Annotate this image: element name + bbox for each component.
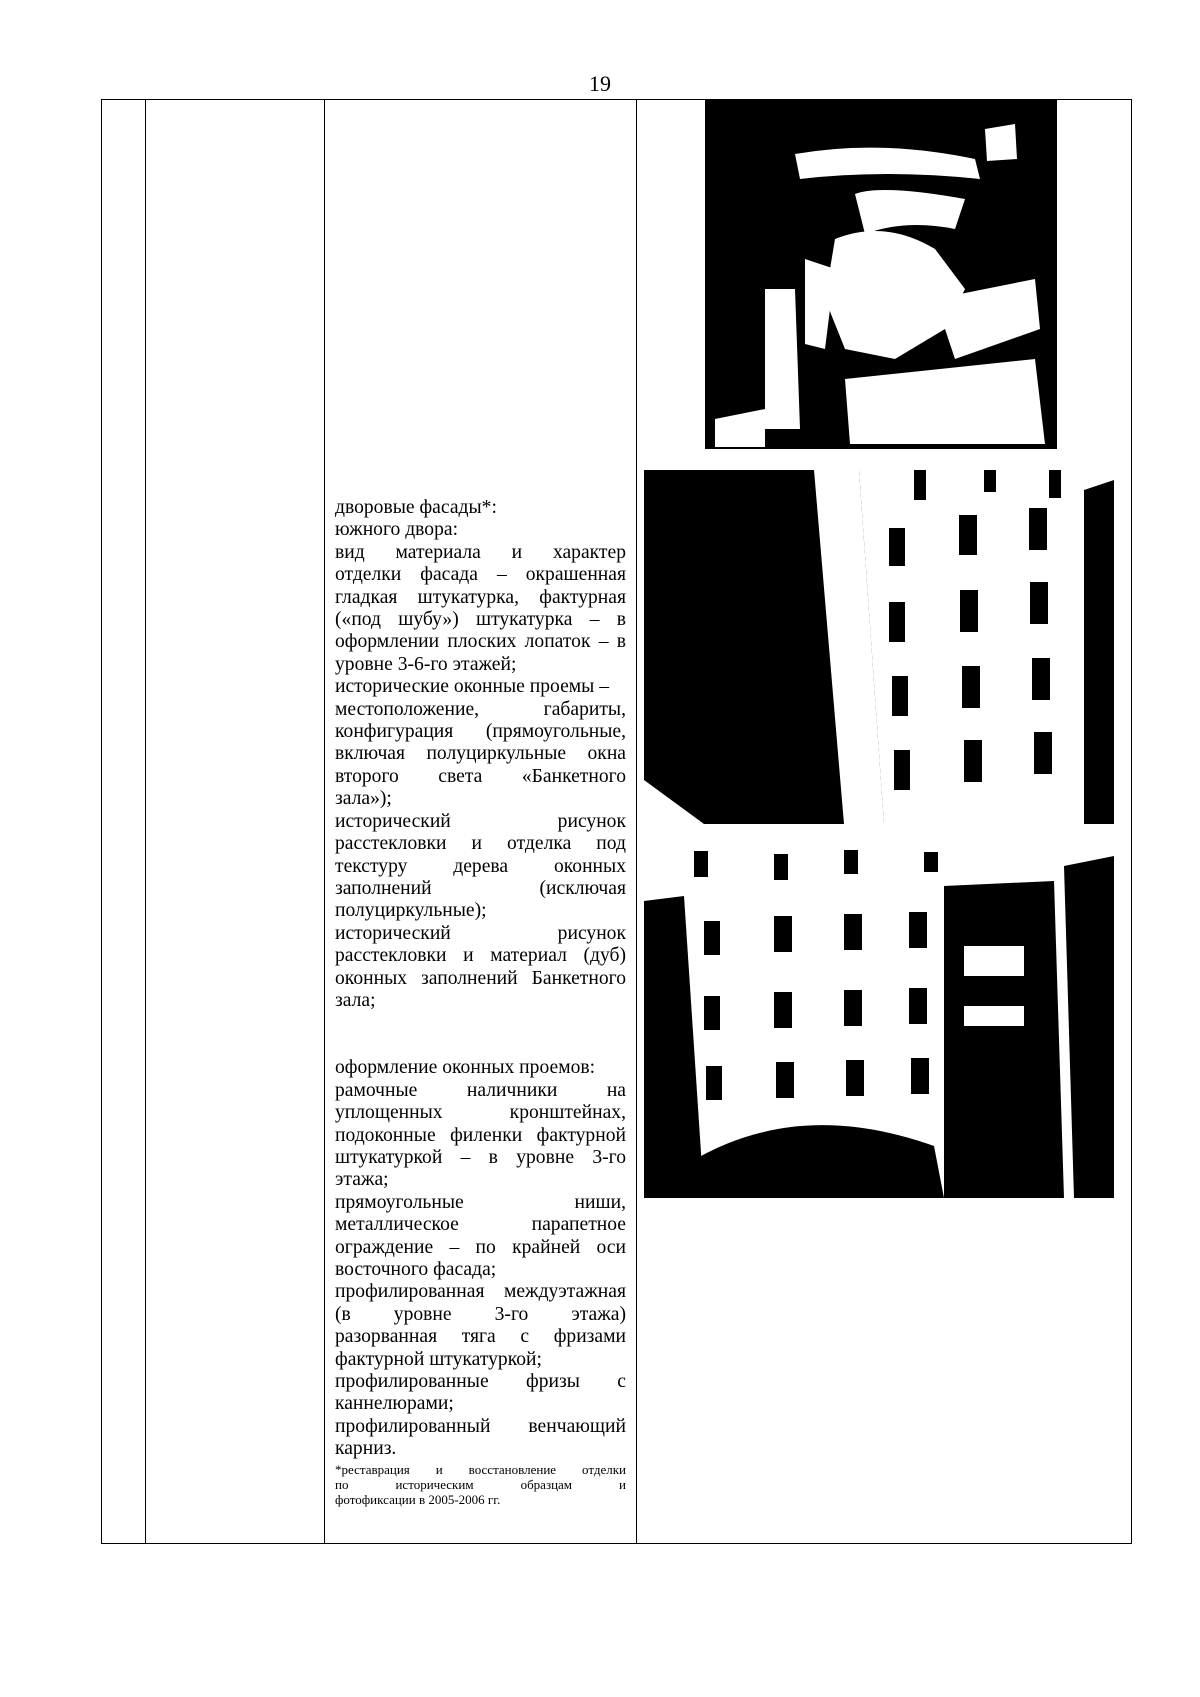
description-line: профилированная междуэтажная	[335, 1281, 626, 1303]
description-line: южного двора:	[335, 519, 459, 541]
description-line: конфигурация (прямоугольные,	[335, 721, 626, 743]
description-line: исторический рисунок	[335, 922, 626, 944]
description-line: профилированные фризы с	[335, 1371, 626, 1393]
description-line: (в уровне 3-го этажа)	[335, 1303, 626, 1325]
sculpture-detail-photo	[705, 99, 1057, 449]
description-line: местоположение, габариты,	[335, 698, 626, 720]
description-line: («под шубу») штукатурка – в	[335, 609, 626, 631]
description-line: уплощенных кронштейнах,	[335, 1102, 626, 1124]
column-divider-3	[636, 100, 637, 1543]
description-line: подоконные филенки фактурной	[335, 1124, 626, 1146]
description-line: уровне 3-6-го этажей;	[335, 653, 517, 675]
footnote-line: фотофиксации в 2005-2006 гг.	[335, 1491, 501, 1507]
description-line: вид материала и характер	[335, 541, 626, 563]
description-line: ограждение – по крайней оси	[335, 1236, 626, 1258]
description-line: исторические оконные проемы –	[335, 676, 610, 698]
description-line: полуциркульные);	[335, 900, 487, 922]
description-line: отделки фасада – окрашенная	[335, 564, 626, 586]
footnote	[335, 1462, 626, 1507]
description-line: разорванная тяга с фризами	[335, 1326, 626, 1348]
description-block-2	[335, 1057, 626, 1460]
description-block-1	[335, 497, 626, 1012]
description-line: второго света «Банкетного	[335, 765, 626, 787]
description-line: зала»);	[335, 788, 392, 810]
description-line: металлическое парапетное	[335, 1214, 626, 1236]
footnote-line: *реставрация и восстановление отделки	[335, 1461, 626, 1477]
description-line: рамочные наличники на	[335, 1079, 626, 1101]
description-cell	[335, 497, 626, 1507]
description-line: включая полуциркульные окна	[335, 743, 626, 765]
description-line: профилированный венчающий	[335, 1415, 626, 1437]
description-line: оформлении плоских лопаток – в	[335, 631, 626, 653]
courtyard-facade-photo-1	[644, 470, 1114, 824]
description-line: заполнений (исключая	[335, 877, 626, 899]
description-line: каннелюрами;	[335, 1393, 454, 1415]
description-line: штукатуркой – в уровне 3-го	[335, 1146, 626, 1168]
footnote-line: по историческим образцам и	[335, 1476, 626, 1492]
description-line: зала;	[335, 989, 376, 1011]
description-line: расстекловки и отделка под	[335, 833, 626, 855]
description-line: расстекловки и материал (дуб)	[335, 945, 626, 967]
column-divider-2	[324, 100, 325, 1543]
description-line: фактурной штукатуркой;	[335, 1348, 542, 1370]
description-line: исторический рисунок	[335, 810, 626, 832]
description-line: этажа;	[335, 1169, 389, 1191]
description-line: оформление оконных проемов:	[335, 1057, 596, 1079]
description-line: оконных заполнений Банкетного	[335, 967, 626, 989]
description-line: карниз.	[335, 1438, 397, 1460]
description-line: дворовые фасады*:	[335, 497, 497, 518]
page-number: 19	[589, 71, 611, 96]
courtyard-facade-photo-2	[644, 846, 1114, 1198]
description-line: гладкая штукатурка, фактурная	[335, 586, 626, 608]
description-line: прямоугольные ниши,	[335, 1191, 626, 1213]
column-divider-1	[145, 100, 146, 1543]
description-line: текстуру дерева оконных	[335, 855, 626, 877]
description-line: восточного фасада;	[335, 1259, 497, 1280]
